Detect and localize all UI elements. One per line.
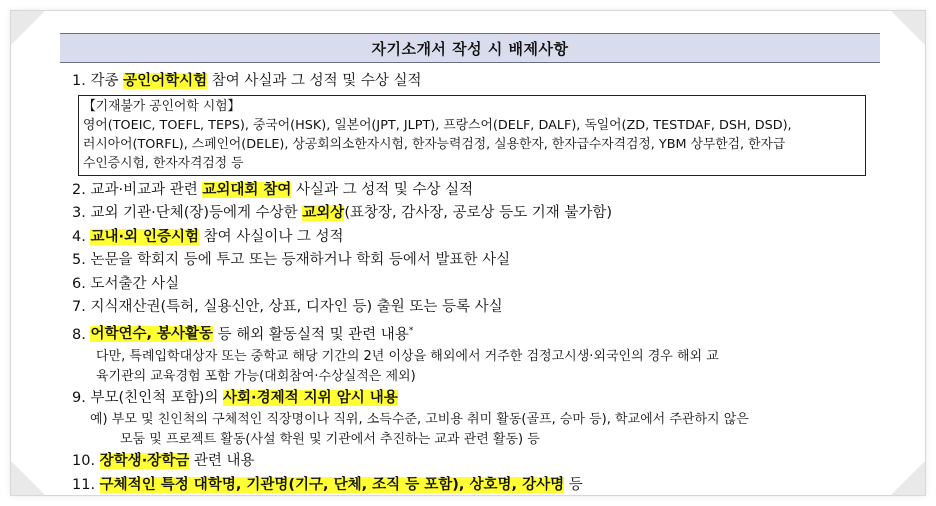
item-text: 지식재산권(특허, 실용신안, 상표, 디자인 등) 출원 또는 등록 사실 — [90, 299, 503, 315]
page-corner-bottom-right — [891, 461, 925, 495]
item-number: 11. — [72, 476, 96, 493]
item-number: 5. — [72, 252, 86, 268]
language-test-box — [78, 95, 866, 176]
item-text: 도서출간 사실 — [90, 275, 180, 292]
box-line: 영어(TOEIC, TOEFL, TEPS), 중국어(HSK), 일본어(JPT, JLPT), 프랑스어(DELF, DALF), 독일어(ZD, TESTDAF, DSH, DSD), — [83, 117, 792, 133]
item-number: 3. — [72, 205, 86, 221]
item-number: 9. — [72, 389, 86, 406]
item-text: 교외 기관·단체(장)등에게 수상한 — [90, 205, 303, 221]
list-item-1 — [72, 70, 872, 94]
item-text: (표창장, 감사장, 공로상 등도 기재 불가함) — [344, 205, 613, 221]
list-item-4 — [72, 226, 872, 250]
item-8-note-line: 육기관의 교육경험 포함 가능(대회참여·수상실적은 제외) — [96, 368, 416, 384]
item-text: 등 — [564, 476, 583, 493]
document-title — [60, 33, 880, 63]
item-highlight: 장학생·장학금 — [99, 453, 190, 470]
item-number: 10. — [72, 453, 96, 470]
item-highlight: 교외대회 참여 — [202, 181, 292, 198]
item-highlight: 교외상 — [302, 205, 345, 221]
item-9-example-line: 예) 부모 및 친인척의 구체적인 직장명이나 직위, 소득수준, 고비용 취미 활동(골프, 승마 등), 학교에서 주관하지 않은 — [90, 412, 749, 428]
box-heading: 【기재불가 공인어학 시험】 — [83, 98, 241, 114]
item-8-note-line: 다만, 특례입학대상자 또는 중학교 해당 기간의 2년 이상을 해외에서 거주한 검정고시생·외국인의 경우 해외 교 — [96, 348, 719, 364]
item-highlight: 교내·외 인증시험 — [90, 228, 200, 245]
document-title-text: 자기소개서 작성 시 배제사항 — [371, 39, 569, 58]
item-text: 부모(친인척 포함)의 — [90, 389, 224, 406]
list-item-6 — [72, 273, 872, 297]
page-corner-bottom-left — [11, 461, 45, 495]
item-9-example-line: 모둠 및 프로젝트 활동(사설 학원 및 기관에서 추진하는 교과 관련 활동) 등 — [120, 432, 540, 448]
item-text: 관련 내용 — [189, 453, 255, 470]
list-item-8 — [72, 320, 872, 347]
item-text: 교과·비교과 관련 — [90, 181, 203, 198]
item-highlight: 어학연수, 봉사활동 — [90, 326, 214, 343]
item-text: 사실과 그 성적 및 수상 실적 — [291, 181, 474, 198]
item-number: 6. — [72, 275, 86, 292]
list-item-10 — [72, 450, 872, 474]
box-line: 수인증시험, 한자자격검정 등 — [83, 155, 244, 171]
item-text: 등 해외 활동실적 및 관련 내용 — [213, 326, 409, 343]
page-corner-top-left — [11, 11, 45, 45]
item-number: 7. — [72, 299, 86, 315]
list-item-9 — [72, 387, 872, 411]
list-item-2 — [72, 179, 872, 203]
item-text: 참여 사실과 그 성적 및 수상 실적 — [207, 73, 422, 89]
item-highlight: 사회·경제적 지위 암시 내용 — [223, 389, 398, 406]
item-number: 1. — [72, 73, 86, 89]
exclusion-list — [72, 70, 872, 497]
list-item-7 — [72, 296, 872, 320]
item-highlight: 구체적인 특정 대학명, 기관명(기구, 단체, 조직 등 포함), 상호명, 강사명 — [99, 476, 565, 493]
item-text: 참여 사실이나 그 성적 — [199, 228, 344, 245]
item-number: 2. — [72, 181, 86, 198]
list-item-11 — [72, 474, 872, 498]
box-line: 러시아어(TORFL), 스페인어(DELE), 상공회의소한자시험, 한자능력검정, 실용한자, 한자급수자격검정, YBM 상무한검, 한자급 — [83, 136, 786, 152]
list-item-5 — [72, 249, 872, 273]
item-text: 각종 — [90, 73, 124, 89]
list-item-3 — [72, 202, 872, 226]
page-corner-top-right — [891, 11, 925, 45]
item-number: 8. — [72, 326, 86, 343]
footnote-mark: * — [408, 325, 414, 336]
item-highlight: 공인어학시험 — [123, 73, 208, 89]
item-text: 논문을 학회지 등에 투고 또는 등재하거나 학회 등에서 발표한 사실 — [90, 252, 511, 268]
item-number: 4. — [72, 228, 86, 245]
